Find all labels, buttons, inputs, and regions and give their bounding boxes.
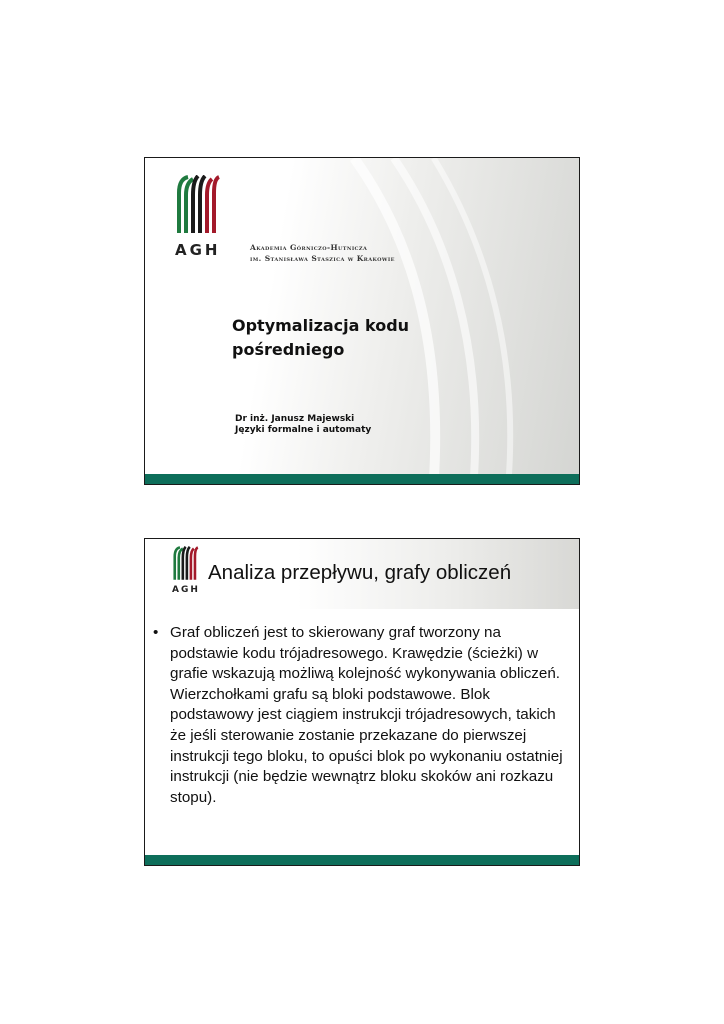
title-line-1: Optymalizacja kodu [232, 316, 410, 335]
agh-logo-icon [176, 175, 221, 233]
bullet-item [153, 623, 573, 808]
institution-line-1: Akademia Górniczo-Hutnicza [250, 243, 368, 252]
title-slide [144, 157, 580, 485]
title-line-2: pośredniego [232, 340, 345, 359]
logo-text: AGH [175, 241, 221, 259]
bullet-marker: • [153, 624, 159, 641]
content-slide [144, 538, 580, 866]
bullet-text: Graf obliczeń jest to skierowany graf tworzony na podstawie kodu trójadresowego. Krawędzie (ścieżki) w grafie wskazują możliwą kolejność wykonywania obliczeń. Wierzchołkami grafu są bloki podstawowe. Blok podstawowy jest ciągiem instrukcji trójadresowych, takich że jeśli sterowanie zostanie przekazane do pierwszej instrukcji tego bloku, to opuści blok po wykonaniu ostatniej instrukcji (nie będzie wewnątrz bloku skoków ani rozkazu stopu). [170, 624, 563, 806]
footer-bar [145, 855, 579, 865]
presentation-title [232, 314, 532, 362]
slide-title: Analiza przepływu, grafy obliczeń [208, 561, 512, 584]
agh-logo-icon [173, 546, 199, 580]
course-name: Języki formalne i automaty [235, 425, 372, 435]
author-block [235, 414, 371, 436]
author-name: Dr inż. Janusz Majewski [235, 414, 355, 424]
logo-text: AGH [172, 585, 200, 595]
footer-bar [145, 474, 579, 484]
institution-line-2: im. Stanisława Staszica w Krakowie [250, 254, 395, 263]
institution-name [250, 242, 395, 264]
